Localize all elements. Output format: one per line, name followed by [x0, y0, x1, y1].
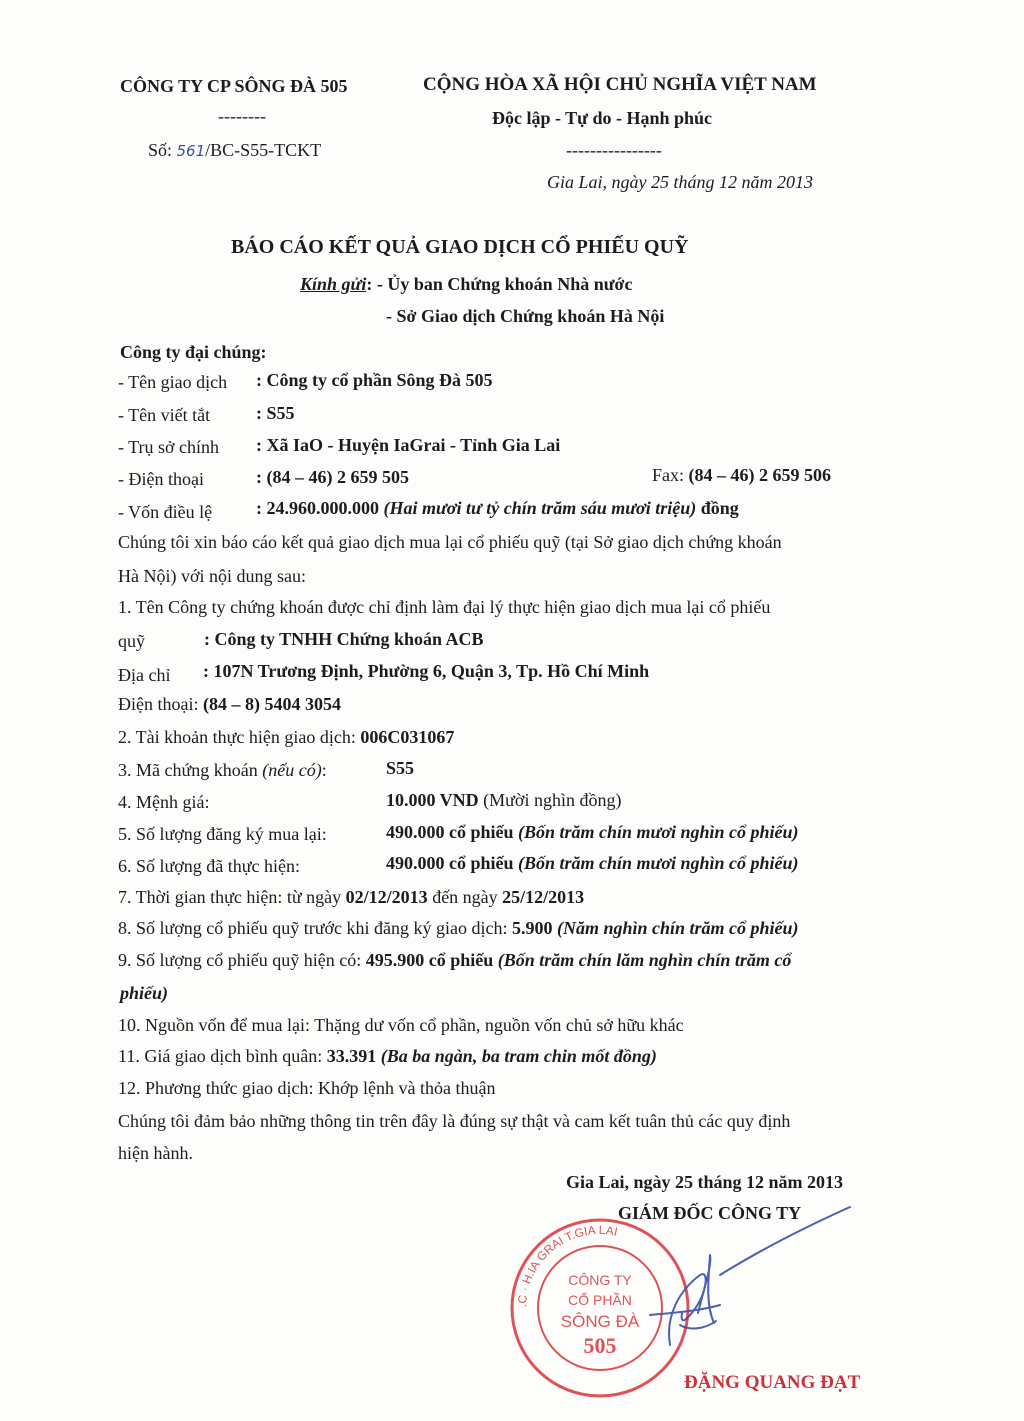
motto-divider: ----------------: [566, 140, 662, 160]
intro-line-2: Hà Nội) với nội dung sau:: [118, 566, 306, 586]
stamp-line-2: CỔ PHẦN: [568, 1292, 632, 1308]
capital-in-words: (Hai mươi tư tỷ chín trăm sáu mươi triệu): [379, 498, 697, 518]
item-8-label: 8. Số lượng cổ phiếu quỹ trước khi đăng ký giao dịch:: [118, 918, 512, 938]
document-number-suffix: /BC-S55-TCKT: [205, 140, 322, 160]
stamp-line-4: 505: [583, 1333, 617, 1358]
item-3-text: 3. Mã chứng khoán: [118, 760, 263, 780]
headquarters-value: : Xã IaO - Huyện IaGrai - Tỉnh Gia Lai: [256, 435, 561, 455]
phone-value: : (84 – 46) 2 659 505: [256, 467, 409, 487]
recipient-ssc: - Ủy ban Chứng khoán Nhà nước: [372, 274, 633, 294]
par-value-words: (Mười nghìn đồng): [478, 790, 622, 810]
company-divider: --------: [218, 106, 266, 126]
executed-quantity-value: 490.000 cổ phiếu: [386, 853, 514, 873]
national-motto: Độc lập - Tự do - Hạnh phúc: [492, 108, 713, 128]
item-3-note: (nếu có): [262, 760, 322, 780]
closing-line-2: hiện hành.: [118, 1143, 193, 1163]
item-1-quy: quỹ: [118, 631, 145, 651]
treasury-before-words: (Năm nghìn chín trăm cổ phiếu): [552, 918, 799, 938]
document-title: BÁO CÁO KẾT QUẢ GIAO DỊCH CỔ PHIẾU QUỸ: [231, 236, 689, 258]
account-number: 006C031067: [360, 727, 455, 747]
item-4-label: 4. Mệnh giá:: [118, 792, 210, 812]
item-7-mid: đến ngày: [427, 887, 503, 907]
capital: [256, 498, 739, 519]
signature-date: Gia Lai, ngày 25 tháng 12 năm 2013: [566, 1172, 844, 1192]
item-10: 10. Nguồn vốn để mua lại: Thặng dư vốn cổ phần, nguồn vốn chủ sở hữu khác: [118, 1015, 684, 1035]
item-7-label: 7. Thời gian thực hiện: từ ngày: [118, 887, 346, 907]
director-name: ĐẶNG QUANG ĐẠT: [684, 1372, 861, 1393]
registered-quantity: [386, 822, 799, 843]
capital-label: - Vốn điều lệ: [118, 502, 213, 522]
average-price: 33.391: [326, 1046, 377, 1066]
fax-value: (84 – 46) 2 659 506: [688, 465, 832, 485]
fax: [652, 465, 831, 486]
company-info-heading: Công ty đại chúng:: [120, 342, 267, 362]
treasury-current: 495.900 cổ phiếu: [365, 950, 494, 970]
capital-unit: đồng: [696, 498, 739, 518]
item-1-line-1: 1. Tên Công ty chứng khoán được chỉ định làm đại lý thực hiện giao dịch mua lại cổ phiếu: [118, 597, 771, 617]
phone-label: - Điện thoại: [118, 469, 204, 489]
broker-name: : Công ty TNHH Chứng khoán ACB: [204, 629, 484, 649]
treasury-before: 5.900: [512, 918, 553, 938]
republic-name: CỘNG HÒA XÃ HỘI CHỦ NGHĨA VIỆT NAM: [423, 74, 817, 95]
registered-quantity-value: 490.000 cổ phiếu: [386, 822, 514, 842]
item-8: [118, 918, 799, 939]
period-start: 02/12/2013: [345, 887, 428, 907]
registered-quantity-words: (Bốn trăm chín mươi nghìn cổ phiếu): [513, 822, 799, 842]
fax-label: Fax:: [652, 465, 689, 485]
recipients-label: Kính gửi: [300, 274, 367, 294]
short-name-value: : S55: [256, 403, 295, 423]
item-6-label: 6. Số lượng đã thực hiện:: [118, 856, 301, 876]
stamp-line-3: SÔNG ĐÀ: [560, 1312, 640, 1331]
closing-line-1: Chúng tôi đảm bảo những thông tin trên đây là đúng sự thật và cam kết tuân thủ các quy định: [118, 1111, 791, 1131]
treasury-current-words-end: phiếu): [120, 983, 169, 1003]
company-name: CÔNG TY CP SÔNG ĐÀ 505: [120, 76, 348, 96]
document-date: Gia Lai, ngày 25 tháng 12 năm 2013: [547, 172, 814, 192]
item-9-label: 9. Số lượng cổ phiếu quỹ hiện có:: [118, 950, 366, 970]
broker-phone: [118, 694, 341, 715]
recipients-line-1: [300, 274, 632, 295]
broker-address: : 107N Trương Định, Phường 6, Quận 3, Tp. Hồ Chí Minh: [203, 661, 650, 681]
stamp-ring-text: .C · H.IA GRAI T.GIA LAI: [514, 1222, 619, 1308]
stock-code: S55: [386, 758, 415, 778]
period-end: 25/12/2013: [502, 887, 585, 907]
par-value: [386, 790, 621, 811]
recipients-colon: :: [366, 274, 373, 294]
broker-address-label: Địa chỉ: [118, 665, 171, 685]
item-7: [118, 887, 584, 908]
broker-phone-label: Điện thoại:: [118, 694, 203, 714]
capital-value: : 24.960.000.000: [256, 498, 379, 518]
director-signature: [610, 1195, 860, 1355]
intro-line-1: Chúng tôi xin báo cáo kết quả giao dịch mua lại cổ phiếu quỹ (tại Sở giao dịch chứng khoán: [118, 532, 782, 552]
broker-phone-value: (84 – 8) 5404 3054: [202, 694, 341, 714]
par-value-number: 10.000 VND: [386, 790, 479, 810]
item-9: [118, 950, 791, 971]
item-2-label: 2. Tài khoản thực hiện giao dịch:: [118, 727, 361, 747]
document-number-prefix: Số:: [148, 140, 173, 160]
document-number-handwritten: 561: [176, 142, 206, 160]
document-number: [148, 140, 321, 161]
item-2: [118, 727, 454, 748]
item-5-label: 5. Số lượng đăng ký mua lại:: [118, 824, 327, 844]
headquarters-label: - Trụ sở chính: [118, 437, 220, 457]
executed-quantity-words: (Bốn trăm chín mươi nghìn cổ phiếu): [513, 853, 799, 873]
treasury-current-words: (Bốn trăm chín lăm nghìn chín trăm cổ: [493, 950, 792, 970]
signature-title: GIÁM ĐỐC CÔNG TY: [618, 1203, 802, 1223]
trade-name-value: : Công ty cổ phần Sông Đà 505: [256, 370, 493, 390]
item-3-label: [118, 760, 327, 781]
recipient-hnx: - Sở Giao dịch Chứng khoán Hà Nội: [386, 306, 665, 326]
item-11: [118, 1046, 657, 1067]
trade-name-label: - Tên giao dịch: [118, 372, 228, 392]
item-12: 12. Phương thức giao dịch: Khớp lệnh và thỏa thuận: [118, 1078, 496, 1098]
short-name-label: - Tên viết tắt: [118, 405, 211, 425]
item-3-colon: :: [321, 760, 327, 780]
average-price-words: (Ba ba ngàn, ba tram chin mốt đồng): [376, 1046, 657, 1066]
stamp-line-1: CÔNG TY: [568, 1272, 632, 1288]
item-11-label: 11. Giá giao dịch bình quân:: [118, 1046, 327, 1066]
executed-quantity: [386, 853, 799, 874]
